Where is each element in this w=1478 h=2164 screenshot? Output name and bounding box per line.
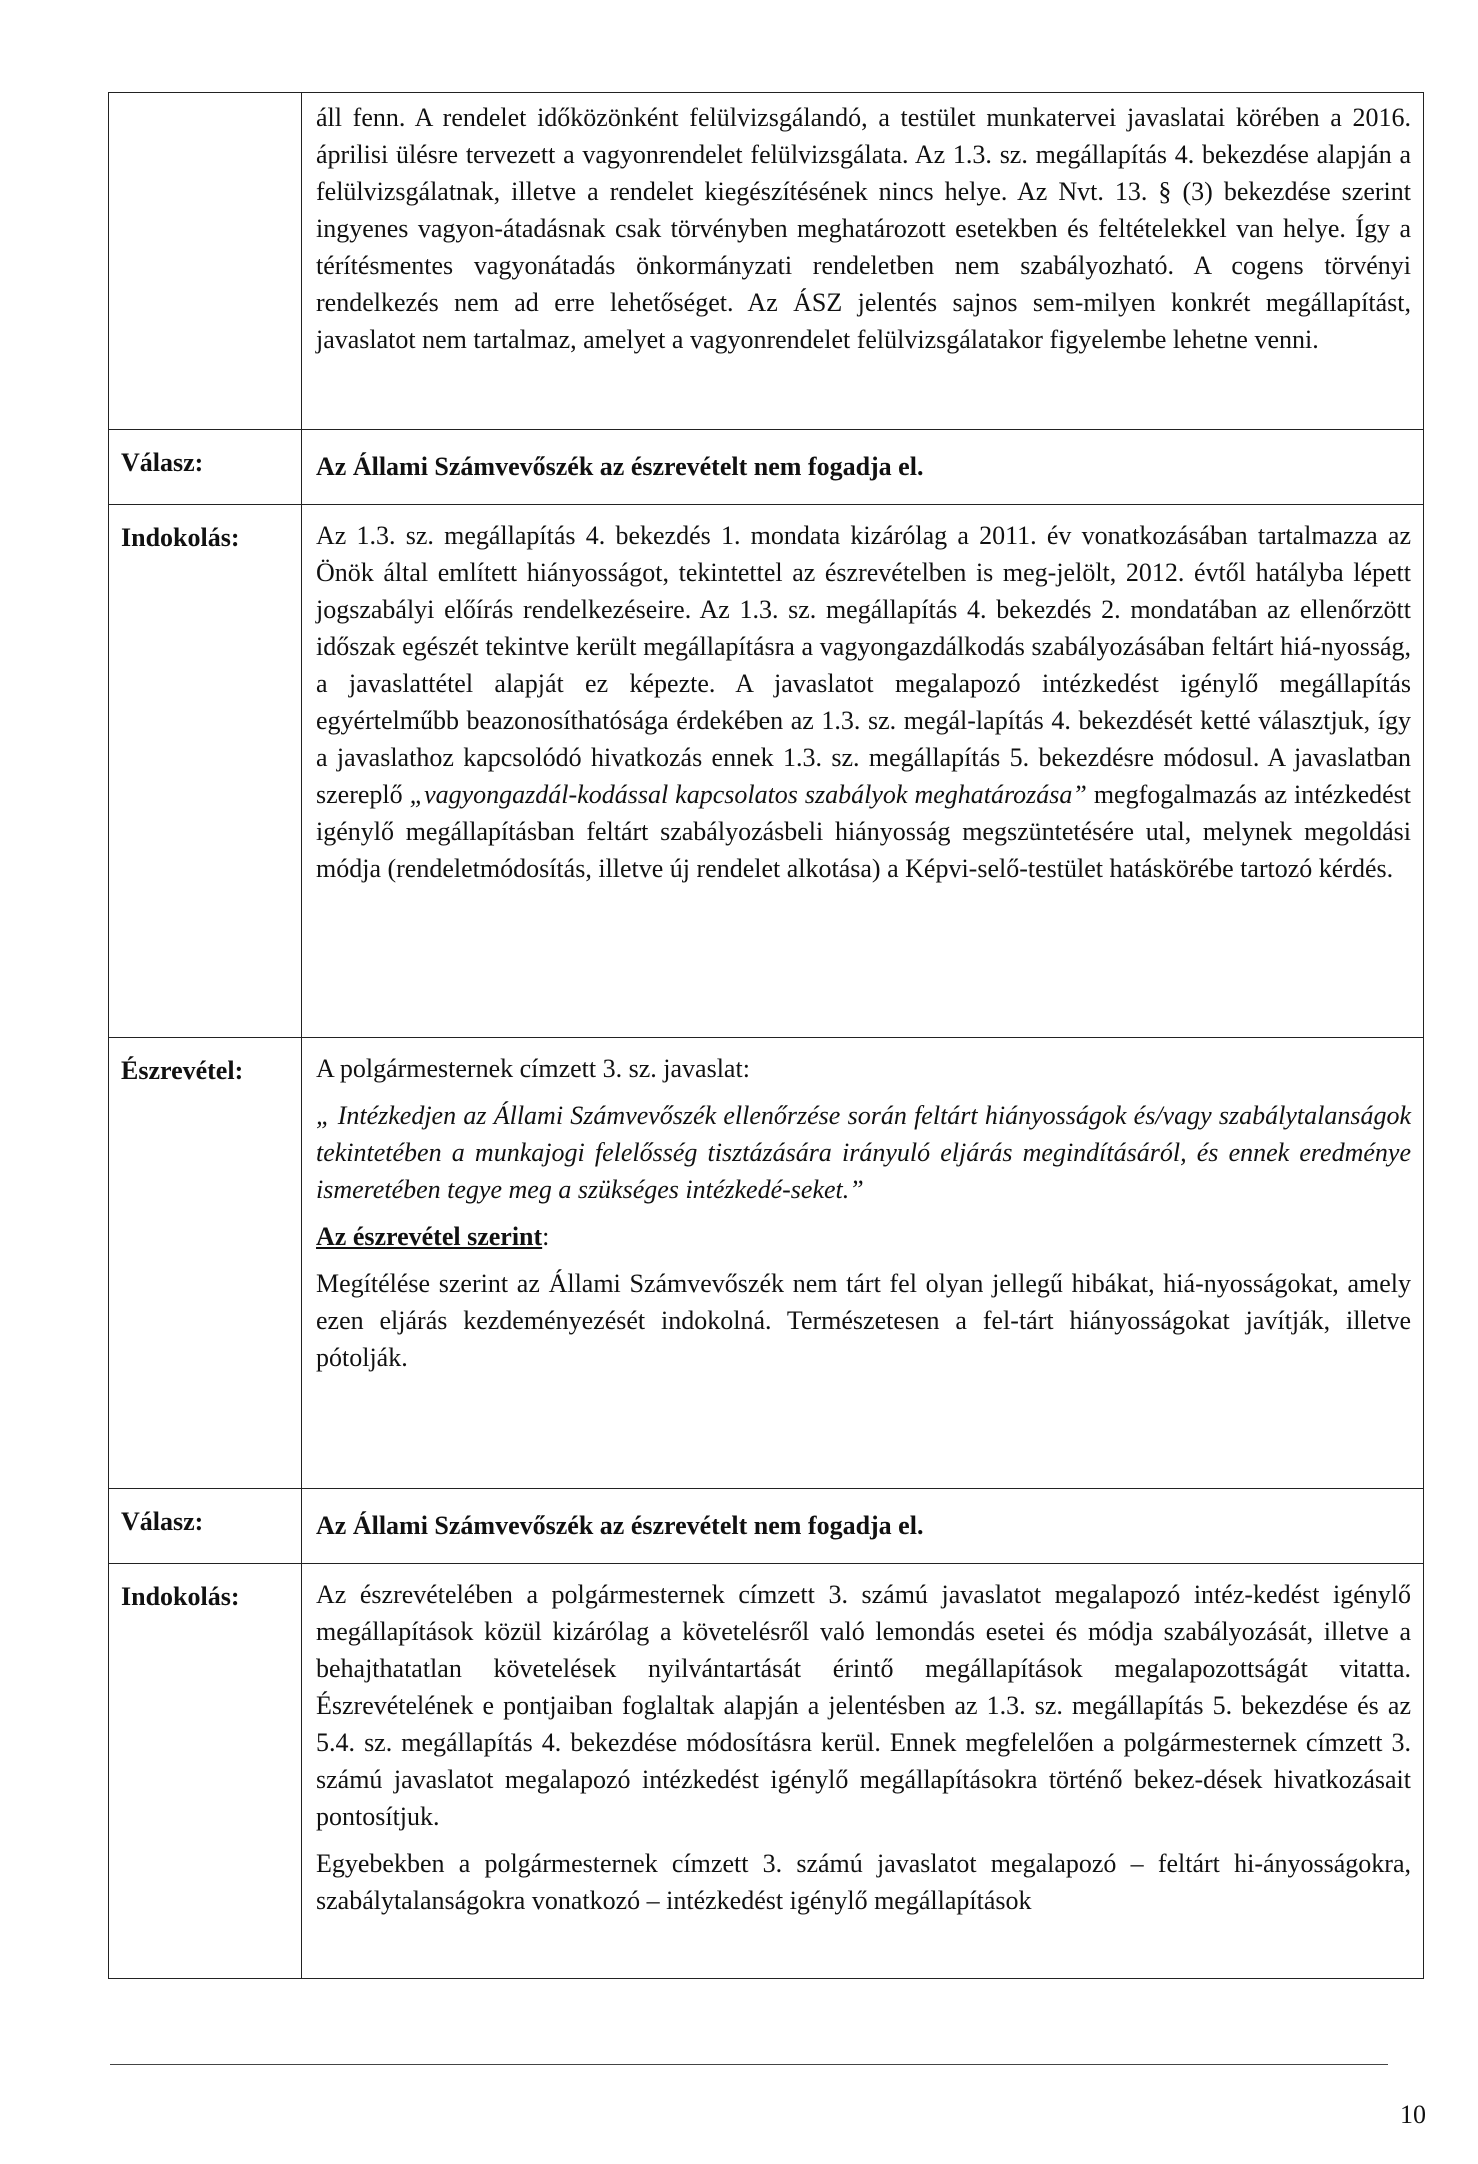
row-label-valasz: Válasz: [109,430,302,505]
row-label [109,93,302,430]
paragraph: áll fenn. A rendelet időközönként felülvizsgálandó, a testület munkatervei javaslatai körében a 2016. áprilisi ülésre tervezett a vagyonrendelet felülvizsgálata. Az 1.3. sz. megállapítás 4. bekezdése alapján a felülvizsgálatnak, illetve a rendelet kiegészítésének nincs helye. Az Nvt. 13. § (3) bekezdése szerint ingyenes vagyon-átadásnak csak törvényben meghatározott esetekben és feltételekkel van helye. Így a térítésmentes vagyonátadás önkormányzati rendeletben nem szabályozható. A cogens törvényi rendelkezés nem ad erre lehetőséget. Az ÁSZ jelentés sajnos sem-milyen konkrét megállapítást, javaslatot nem tartalmaz, amelyet a vagyonrendelet felülvizsgálatakor figyelembe lehetne venni. [316,103,1411,354]
paragraph [316,511,1411,887]
paragraph-text: megfogalmazás az intézkedést igénylő megállapításban feltárt szabályozásbeli hiányosság megszüntetésére utal, melynek megoldási módja (rendeletmódosítás, illetve új rendelet alkotása) a Képvi-selő-testület hatáskörébe tartozó kérdés. [316,780,1412,883]
row-content [302,1564,1424,1979]
subheading-colon: : [542,1222,550,1251]
table-row [109,1038,1424,1489]
subheading [316,1218,1411,1255]
paragraph-text: Az 1.3. sz. megállapítás 4. bekezdés 1. mondata kizárólag a 2011. év vonatkozásában tartalmazza az Önök által említett hiányosságot, tekintettel az észrevételben is meg-jelölt, 2012. évtől hatályba lépett jogszabályi előírás rendelkezéseire. Az 1.3. sz. megállapítás 4. bekezdés 2. mondatában az ellenőrzött időszak egészét tekintve került megállapításra a vagyongazdálkodás szabályozásában feltárt hiá-nyosság, a javaslattétel alapját ez képezte. A javaslatot megalapozó intézkedést igénylő megállapítás egyértelműbb beazonosíthatósága érdekében az 1.3. sz. megál-lapítás 4. bekezdését ketté választjuk, így a javaslathoz kapcsolódó hivatkozás ennek 1.3. sz. megállapítás 5. bekezdésre módosul. A javaslatban szereplő [316,521,1411,809]
row-content [302,1038,1424,1489]
quoted-proposal: „ Intézkedjen az Állami Számvevőszék ellenőrzése során feltárt hiányosságok és/vagy szabálytalanságok tekintetében a munkajogi felelősség tisztázására irányuló eljárás megindításáról, és ennek eredménye ismeretében tegye meg a szükséges intézkedé-seket.” [316,1101,1411,1204]
answer-text: Az Állami Számvevőszék az észrevételt nem fogadja el. [316,452,924,481]
subheading-text: Az észrevétel szerint [316,1222,543,1251]
observations-table [108,92,1424,1979]
paragraph: Az észrevételében a polgármesternek címzett 3. számú javaslatot megalapozó intéz-kedést igénylő megállapítások közül kizárólag a követelésről való lemondás esetei és módja szabályozását, illetve a behajthatatlan követelések nyilvántartását érintő megállapítások megalapozottságát vitatta. Észrevételének e pontjaiban foglaltak alapján a jelentésben az 1.3. sz. megállapítás 5. bekezdése és az 5.4. sz. megállapítás 4. bekezdése módosításra kerül. Ennek megfelelően a polgármesternek címzett 3. számú javaslatot megalapozó intézkedést igénylő megállapításokra történő bekez-dések hivatkozásait pontosítjuk. [316,1580,1411,1831]
table-row [109,1564,1424,1979]
page-number: 10 [1400,2100,1426,2129]
row-content [302,430,1424,505]
table-row [109,1489,1424,1564]
paragraph: Egyebekben a polgármesternek címzett 3. számú javaslatot megalapozó – feltárt hi-ányosságokra, szabálytalanságokra vonatkozó – intézkedést igénylő megállapítások [316,1849,1411,1915]
row-label-indokolas: Indokolás: [109,505,302,1038]
table-row [109,505,1424,1038]
paragraph: Megítélése szerint az Állami Számvevőszék nem tárt fel olyan jellegű hibákat, hiá-nyosságokat, amely ezen eljárás kezdeményezését indokolná. Természetesen a fel-tárt hiányosságokat javítják, illetve pótolják. [316,1269,1411,1372]
table-row [109,430,1424,505]
row-content [302,505,1424,1038]
row-content [302,1489,1424,1564]
row-content [302,93,1424,430]
row-label-indokolas: Indokolás: [109,1564,302,1979]
footer-divider [110,2064,1388,2065]
paragraph: A polgármesternek címzett 3. sz. javaslat: [316,1054,750,1083]
answer-text: Az Állami Számvevőszék az észrevételt nem fogadja el. [316,1511,924,1540]
table-row [109,93,1424,430]
row-label-valasz: Válasz: [109,1489,302,1564]
quoted-phrase: „vagyongazdál-kodással kapcsolatos szabályok meghatározása” [409,780,1087,809]
row-label-eszrevetel: Észrevétel: [109,1038,302,1489]
